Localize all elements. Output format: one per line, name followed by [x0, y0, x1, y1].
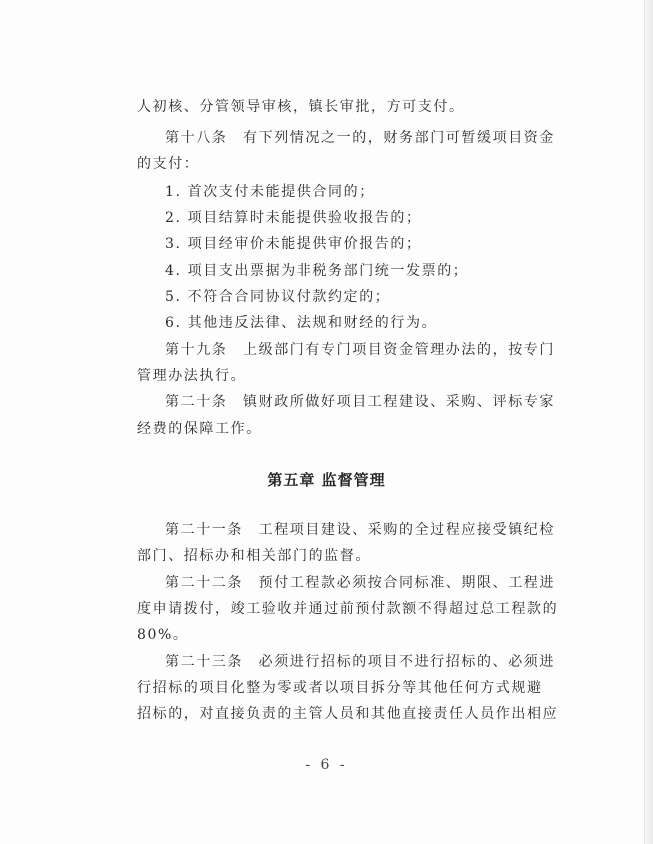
list-item: 1. 首次支付未能提供合同的；: [165, 184, 375, 200]
article-20-line: 第二十条 镇财政所做好项目工程建设、采购、评标专家: [165, 394, 555, 410]
text-line: 经费的保障工作。: [137, 421, 262, 437]
text-line: 管理办法执行。: [137, 368, 247, 384]
page-edge: [644, 0, 653, 844]
list-item: 6. 其他违反法律、法规和财经的行为。: [165, 315, 438, 331]
article-23-line: 第二十三条 必须进行招标的项目不进行招标的、必须进: [165, 654, 555, 670]
text-line: 度申请拨付，竣工验收并通过前预付款额不得超过总工程款的: [137, 601, 559, 617]
text-line: 80%。: [137, 627, 189, 643]
text-line: 招标的，对直接负责的主管人员和其他直接责任人员作出相应: [137, 706, 559, 722]
chapter-heading: 第五章 监督管理: [267, 471, 386, 489]
list-item: 3. 项目经审价未能提供审价报告的；: [165, 236, 422, 252]
text-line: 行招标的项目化整为零或者以项目拆分等其他任何方式规避: [137, 680, 543, 696]
page-number: - 6 -: [305, 757, 348, 773]
article-22-line: 第二十二条 预付工程款必须按合同标准、期限、工程进: [165, 575, 555, 591]
text-line: 部门、招标办和相关部门的监督。: [137, 548, 371, 564]
list-item: 2. 项目结算时未能提供验收报告的；: [165, 210, 422, 226]
text-line: 的支付：: [137, 156, 200, 172]
article-21-line: 第二十一条 工程项目建设、采购的全过程应接受镇纪检: [165, 522, 555, 538]
list-item: 5. 不符合合同协议付款约定的；: [165, 289, 391, 305]
list-item: 4. 项目支出票据为非税务部门统一发票的；: [165, 263, 469, 279]
article-19-line: 第十九条 上级部门有专门项目资金管理办法的，按专门: [165, 342, 555, 358]
article-18-line: 第十八条 有下列情况之一的，财务部门可暂缓项目资金: [165, 130, 555, 146]
text-line: 人初核、分管领导审核，镇长审批，方可支付。: [137, 99, 465, 115]
